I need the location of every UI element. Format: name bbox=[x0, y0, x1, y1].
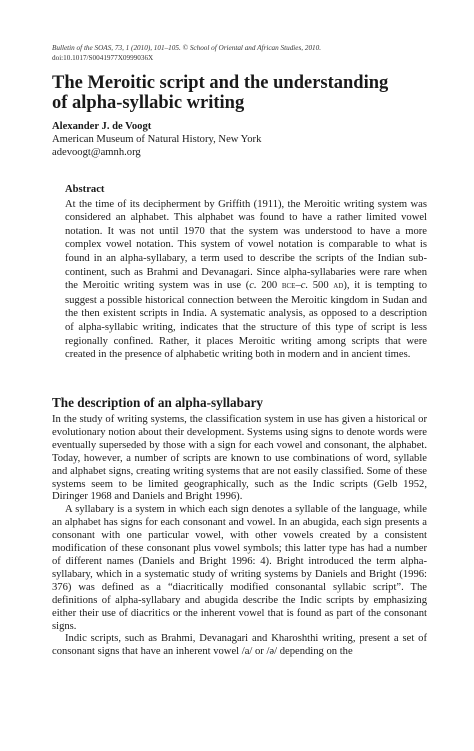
abstract-text bbox=[65, 198, 427, 362]
paragraph: Indic scripts, such as Brahmi, Devanagari and Kharoshthi writing, present a set of consonant signs that have an inherent vowel /a/ or /ə/ depending on the bbox=[52, 633, 427, 658]
date-2: 500 bbox=[308, 280, 334, 292]
author-email: adevoogt@amnh.org bbox=[52, 147, 141, 158]
journal-metadata bbox=[52, 43, 442, 63]
abstract-heading: Abstract bbox=[65, 184, 105, 195]
doi: doi:10.1017/S0041977X0999036X bbox=[52, 54, 154, 62]
journal-citation: Bulletin of the SOAS, 73, 1 (2010), 101–105. © School of Oriental and African Studies, 2010. bbox=[52, 44, 322, 52]
circa-1: c. bbox=[249, 280, 257, 292]
abstract bbox=[65, 183, 427, 362]
section-heading: The description of an alpha-syllabary bbox=[52, 395, 264, 410]
date-1: 200 bbox=[256, 280, 282, 292]
date-dash: – bbox=[295, 280, 301, 292]
circa-2: c. bbox=[300, 280, 309, 292]
paragraph: A syllabary is a system in which each sign denotes a syllable of the language, while an alphabet has signs for each consonant and vowel. In an abugida, each sign presents a consonant with one particular vowel, with other vowels created by a consistent modification of these consonant plus vowel symbols; this latter type has had a number of different names (Daniels and Bright 1996: 4). Bright introduced the term alpha-syllabary, which in a systematic study of writing systems by Daniels and Bright (1996: 376) was defined as a “diacritically modified consonantal syllabic script”. The definitions of alpha-syllabary and abugida describe the Indic scripts by emphasizing either their use of diacritics or the inherent vowel that is found as part of the consonant signs. bbox=[52, 504, 427, 632]
abstract-text-part-2: ), it is tempting to suggest a possible historical connection between the Meroitic kingdom in Sudan and the then existent scripts in India. A systematic analysis, as opposed to a description of alpha-syllabic writing, indicates that the structure of this type of script is less regionally confined. Rather, it places Meroitic writing among scripts that were created in the presence of alphabetic writing both in modern and in ancient times. bbox=[65, 280, 427, 361]
author-name: Alexander J. de Voogt bbox=[52, 121, 152, 132]
article-title bbox=[52, 73, 432, 113]
abstract-text-part-1: At the time of its decipherment by Griffith (1911), the Meroitic writing system was considered an alphabet. This alphabet was found to have a rather limited vowel notation. It was not until 1970 that the system was understood to have a more complex vowel notation. This system of vowel notation is comparable to what is found in an alpha-syllabary, a term used to describe the scripts of the Indian sub-continent, such as Brahmi and Devanagari. Since alpha-syllabaries were rare when the Meroitic writing system was in use ( bbox=[65, 198, 427, 292]
era-2: ad bbox=[333, 281, 344, 292]
section-body bbox=[52, 414, 427, 659]
era-1: bce bbox=[281, 281, 296, 292]
title-line-2: of alpha-syllabic writing bbox=[52, 93, 245, 113]
author-block bbox=[52, 120, 432, 159]
title-line-1: The Meroitic script and the understanding bbox=[52, 73, 389, 93]
author-affiliation: American Museum of Natural History, New York bbox=[52, 134, 262, 145]
paragraph: In the study of writing systems, the classification system in use has given a historical or evolutionary notion about their development. Systems using signs to denote words were eventually superseded by those with a sign for each vowel and consonant, the alphabet. Today, however, a number of scripts are known to use combinations of word, syllable and alphabet signs, creating writing systems that are not easily classified. Some of these systems seem to be limited geographically, such as the Indic scripts (Gelb 1952, Diringer 1968 and Daniels and Bright 1996). bbox=[52, 414, 427, 503]
